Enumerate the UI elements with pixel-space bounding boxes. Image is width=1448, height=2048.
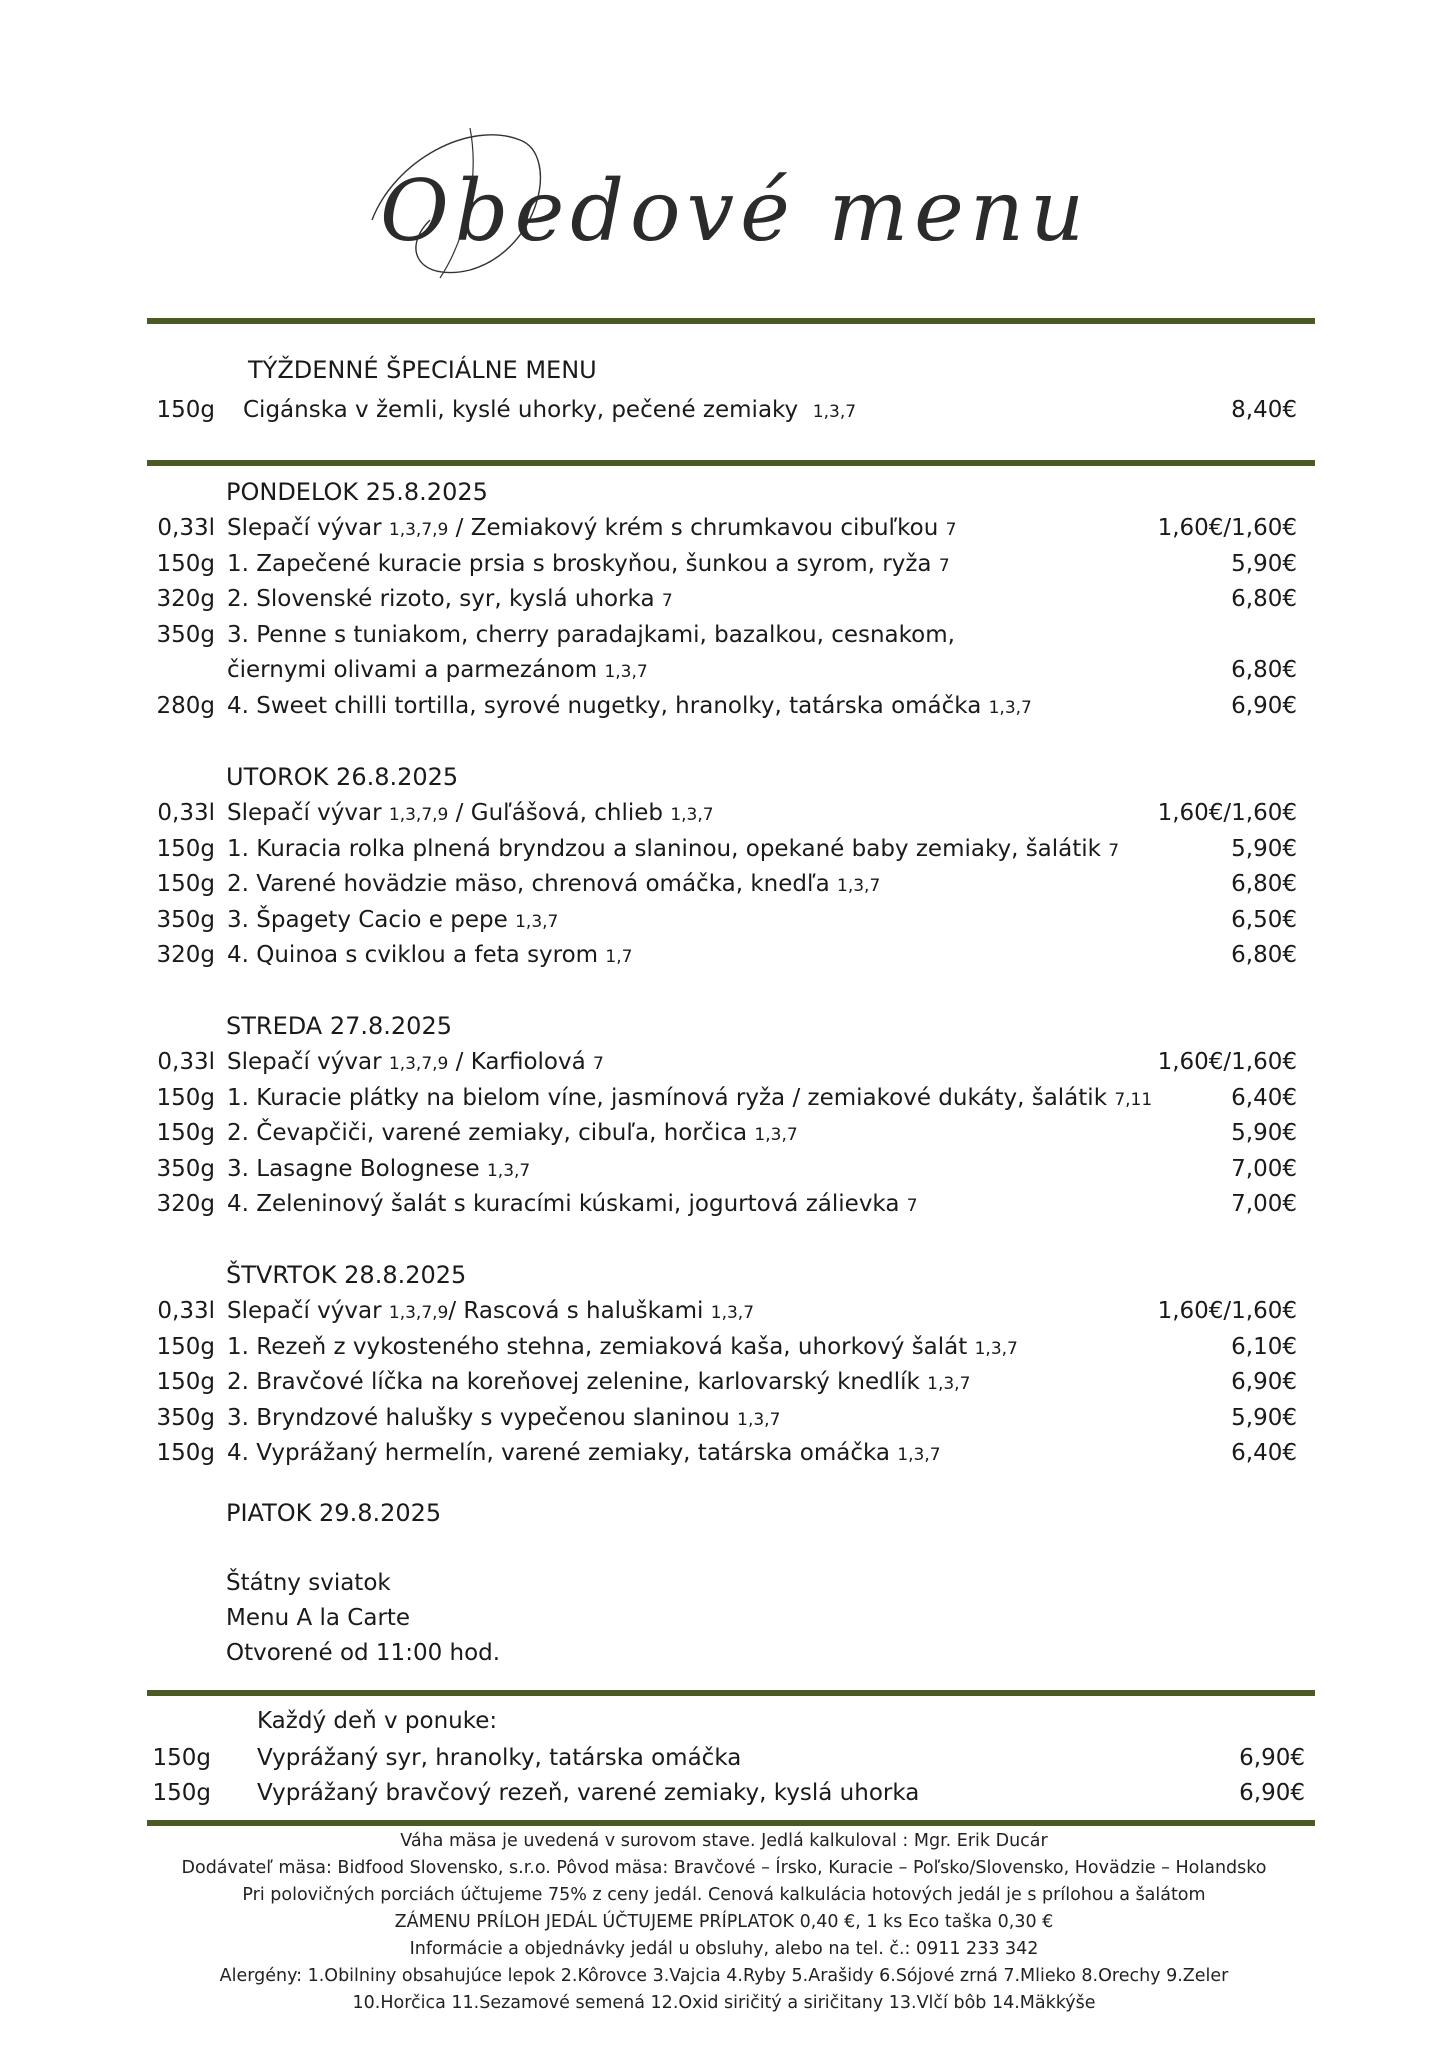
dish-text: 1. Rezeň z vykosteného stehna, zemiaková kaša, uhorkový šalát — [227, 1333, 968, 1360]
price: 1,60€/1,60€ — [1157, 1049, 1297, 1075]
weight: 150g — [152, 1780, 211, 1806]
price: 1,60€/1,60€ — [1157, 515, 1297, 541]
price: 6,40€ — [1231, 1084, 1297, 1111]
allergens: 1,3,7 — [974, 1338, 1018, 1359]
weight: 150g — [156, 1120, 215, 1147]
price: 8,40€ — [1231, 397, 1297, 423]
dish — [227, 1294, 754, 1330]
footer-line: 10.Horčica 11.Sezamové semená 12.Oxid siričitý a siričitany 13.Vlčí bôb 14.Mäkkýše — [352, 1993, 1096, 2013]
dish: Vyprážaný bravčový rezeň, varené zemiaky, kyslá uhorka — [257, 1780, 920, 1806]
allergens: 1,3,7,9 — [388, 1303, 449, 1323]
special-row — [147, 393, 1297, 427]
allergens-alt: 7 — [593, 1054, 604, 1074]
weight: 150g — [156, 397, 215, 423]
menu-row — [147, 1330, 1297, 1364]
allergens: 7 — [1108, 840, 1120, 861]
menu-row — [147, 511, 1297, 545]
price: 5,90€ — [1231, 835, 1297, 862]
price: 6,90€ — [1231, 1369, 1297, 1396]
dish-text-alt: / Guľášová, chlieb — [448, 800, 664, 826]
dish — [227, 653, 648, 689]
daily-row — [147, 1741, 1305, 1775]
dish — [227, 689, 1032, 725]
weight: 150g — [152, 1745, 211, 1771]
allergens: 1,3,7 — [486, 1160, 531, 1181]
price: 6,40€ — [1231, 1440, 1297, 1467]
dish — [227, 938, 632, 974]
menu-title — [0, 100, 1448, 290]
dish — [227, 582, 673, 618]
allergens: 7,11 — [1114, 1089, 1153, 1110]
day-heading: ŠTVRTOK 28.8.2025 — [226, 1261, 467, 1289]
dish-text: 2. Varené hovädzie mäso, chrenová omáčka, knedľa — [227, 871, 830, 898]
menu-row — [147, 1294, 1297, 1328]
footer-line: Alergény: 1.Obilniny obsahujúce lepok 2.Kôrovce 3.Vajcia 4.Ryby 5.Arašidy 6.Sójové zrná 7.Mlieko 8.Orechy 9.Zeler — [219, 1966, 1229, 1986]
weight: 150g — [156, 1369, 215, 1396]
price: 6,50€ — [1231, 906, 1297, 933]
dish — [227, 1401, 780, 1437]
price: 6,80€ — [1231, 657, 1297, 684]
menu-row — [147, 1116, 1297, 1150]
divider-daily — [147, 1690, 1315, 1696]
menu-row — [147, 867, 1297, 901]
allergens: 7 — [906, 1196, 918, 1217]
weight: 0,33l — [157, 1049, 215, 1075]
weight: 350g — [156, 906, 215, 933]
dish-text-alt: / Zemiakový krém s chrumkavou cibuľkou — [448, 515, 939, 541]
allergens: 1,3,7 — [754, 1125, 798, 1146]
weight: 0,33l — [157, 800, 215, 826]
dish — [227, 547, 950, 583]
dish — [227, 1365, 970, 1401]
dish-text: Slepačí vývar — [227, 1049, 382, 1075]
divider-top — [147, 318, 1315, 324]
dish-text: 4. Zeleninový šalát s kuracími kúskami, jogurtová zálievka — [227, 1191, 900, 1218]
allergens-alt: 1,3,7 — [710, 1303, 755, 1323]
weight: 320g — [156, 942, 215, 969]
title-text: Obedové menu — [379, 162, 1091, 260]
dish — [227, 1081, 1152, 1117]
dish-text: Slepačí vývar — [227, 1298, 382, 1324]
dish-text: Cigánska v žemli, kyslé uhorky, pečené zemiaky — [243, 397, 799, 423]
allergens: 1,3,7,9 — [388, 1054, 449, 1074]
menu-row — [147, 1401, 1297, 1435]
price: 7,00€ — [1231, 1191, 1297, 1218]
price: 6,80€ — [1231, 586, 1297, 613]
weight: 350g — [156, 1155, 215, 1182]
dish — [227, 618, 955, 652]
dish-text: 3. Penne s tuniakom, cherry paradajkami, bazalkou, cesnakom, — [227, 621, 955, 648]
allergens: 1,3,7,9 — [388, 805, 449, 825]
footer-notes — [0, 1828, 1448, 2017]
dish-text: 2. Čevapčiči, varené zemiaky, cibuľa, horčica — [227, 1120, 748, 1147]
menu-row — [147, 903, 1297, 937]
weight: 320g — [156, 586, 215, 613]
dish-text: 3. Špagety Cacio e pepe — [227, 906, 508, 933]
dish-text: 1. Kuracie plátky na bielom víne, jasmínová ryža / zemiakové dukáty, šalátik — [227, 1084, 1108, 1111]
footer-line: Dodávateľ mäsa: Bidfood Slovensko, s.r.o. Pôvod mäsa: Bravčové – Írsko, Kuracie – Poľsko/Slovensko, Hovädzie – Holandsko — [181, 1858, 1267, 1878]
divider-bottom — [147, 1820, 1315, 1826]
dish-text-alt: / Karfiolová — [448, 1049, 586, 1075]
price: 5,90€ — [1231, 1120, 1297, 1147]
dish-text: 4. Vyprážaný hermelín, varené zemiaky, tatárska omáčka — [227, 1440, 891, 1467]
footer-line: ZÁMENU PRÍLOH JEDÁL ÚČTUJEME PRÍPLATOK 0,40 €, 1 ks Eco taška 0,30 € — [394, 1912, 1054, 1932]
dish — [227, 1116, 798, 1152]
dish-text: Slepačí vývar — [227, 515, 382, 541]
price: 6,90€ — [1231, 693, 1297, 719]
dish — [227, 1187, 918, 1223]
allergens-alt: 1,3,7 — [670, 805, 714, 825]
menu-row — [147, 689, 1297, 723]
allergens: 1,3,7 — [897, 1445, 941, 1466]
weight: 280g — [156, 693, 215, 719]
footer-line: Pri polovičných porciách účtujeme 75% z ceny jedál. Cenová kalkulácia hotových jedál je s prílohou a šalátom — [242, 1885, 1206, 1905]
dish-text: čiernymi olivami a parmezánom — [227, 657, 598, 684]
allergens: 1,3,7 — [812, 402, 857, 422]
price: 7,00€ — [1231, 1155, 1297, 1182]
day-heading: PONDELOK 25.8.2025 — [226, 478, 488, 506]
price: 6,80€ — [1231, 942, 1297, 969]
weight: 0,33l — [157, 515, 215, 541]
dish — [227, 903, 558, 939]
price: 6,10€ — [1231, 1333, 1297, 1360]
allergens: 1,3,7 — [737, 1409, 781, 1430]
title-flourish — [0, 100, 1448, 290]
menu-row — [147, 582, 1297, 616]
allergens: 7 — [938, 555, 950, 576]
friday-line: Štátny sviatok — [226, 1570, 391, 1596]
dish-text: 4. Sweet chilli tortilla, syrové nugetky, hranolky, tatárska omáčka — [227, 693, 982, 719]
dish-text: 3. Bryndzové halušky s vypečenou slaninou — [227, 1404, 730, 1431]
friday-line: Menu A la Carte — [226, 1605, 411, 1631]
menu-row — [147, 1081, 1297, 1115]
allergens: 1,3,7 — [988, 698, 1032, 718]
weight: 150g — [156, 835, 215, 862]
divider-special — [147, 460, 1315, 466]
menu-row — [147, 1436, 1297, 1470]
allergens: 1,3,7 — [927, 1374, 971, 1395]
menu-row — [147, 1152, 1297, 1186]
dish-text-alt: / Rascová s haluškami — [448, 1298, 704, 1324]
dish — [227, 796, 714, 832]
friday-heading: PIATOK 29.8.2025 — [226, 1499, 442, 1527]
friday-line: Otvorené od 11:00 hod. — [226, 1640, 501, 1666]
menu-row — [147, 1045, 1297, 1079]
menu-row — [147, 653, 1297, 687]
allergens: 1,3,7,9 — [388, 520, 449, 540]
dish-text: 1. Kuracia rolka plnená bryndzou a slaninou, opekané baby zemiaky, šalátik — [227, 835, 1101, 862]
dish-text: 4. Quinoa s cviklou a feta syrom — [227, 942, 599, 969]
menu-row — [147, 547, 1297, 581]
dish-text: 3. Lasagne Bolognese — [227, 1155, 480, 1182]
price: 6,90€ — [1239, 1745, 1305, 1771]
allergens: 7 — [661, 591, 673, 612]
weight: 350g — [156, 621, 215, 648]
price: 5,90€ — [1231, 550, 1297, 577]
dish-text: Slepačí vývar — [227, 800, 382, 826]
dish-text: 2. Slovenské rizoto, syr, kyslá uhorka — [227, 586, 655, 613]
weight: 150g — [156, 550, 215, 577]
daily-row — [147, 1776, 1305, 1810]
weight: 350g — [156, 1404, 215, 1431]
special-heading: TÝŽDENNÉ ŠPECIÁLNE MENU — [248, 356, 597, 384]
price: 6,90€ — [1239, 1780, 1305, 1806]
weight: 0,33l — [157, 1298, 215, 1324]
dish — [227, 867, 880, 903]
price: 6,80€ — [1231, 871, 1297, 898]
dish-text: 1. Zapečené kuracie prsia s broskyňou, šunkou a syrom, ryža — [227, 550, 932, 577]
day-heading: UTOROK 26.8.2025 — [226, 763, 459, 791]
dish — [227, 1045, 604, 1081]
daily-heading: Každý deň v ponuke: — [257, 1708, 498, 1734]
dish — [227, 1152, 530, 1188]
allergens-alt: 7 — [945, 520, 957, 540]
weight: 320g — [156, 1191, 215, 1218]
allergens: 1,3,7 — [604, 662, 648, 683]
weight: 150g — [156, 1084, 215, 1111]
weight: 150g — [156, 1440, 215, 1467]
dish — [227, 511, 956, 547]
dish — [227, 1436, 941, 1472]
footer-line: Váha mäsa je uvedená v surovom stave. Jedlá kalkuloval : Mgr. Erik Ducár — [400, 1831, 1048, 1851]
weight: 150g — [156, 871, 215, 898]
allergens: 1,3,7 — [837, 876, 881, 897]
dish — [227, 832, 1119, 868]
menu-row — [147, 796, 1297, 830]
menu-row — [147, 1187, 1297, 1221]
weight: 150g — [156, 1333, 215, 1360]
allergens: 1,3,7 — [515, 911, 559, 932]
allergens: 1,7 — [605, 947, 633, 968]
menu-row — [147, 938, 1297, 972]
dish: Vyprážaný syr, hranolky, tatárska omáčka — [257, 1745, 742, 1771]
footer-line: Informácie a objednávky jedál u obsluhy, alebo na tel. č.: 0911 233 342 — [409, 1939, 1039, 1959]
menu-row — [147, 618, 1297, 652]
price: 5,90€ — [1231, 1404, 1297, 1431]
price: 1,60€/1,60€ — [1157, 800, 1297, 826]
price: 1,60€/1,60€ — [1157, 1298, 1297, 1324]
menu-row — [147, 1365, 1297, 1399]
dish — [243, 393, 856, 429]
dish-text: 2. Bravčové líčka na koreňovej zelenine, karlovarský knedlík — [227, 1369, 920, 1396]
dish — [227, 1330, 1018, 1366]
day-heading: STREDA 27.8.2025 — [226, 1012, 452, 1040]
menu-row — [147, 832, 1297, 866]
